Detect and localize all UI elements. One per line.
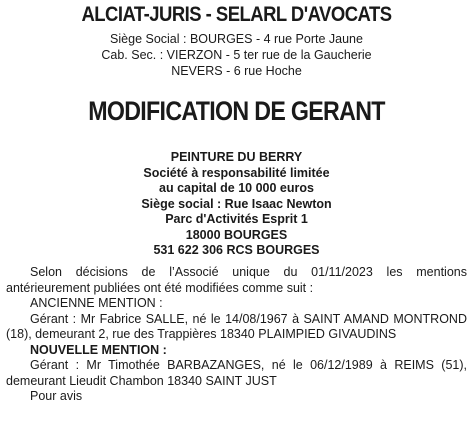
company-details	[0, 150, 473, 259]
company-name: PEINTURE DU BERRY	[170, 150, 303, 164]
company-capital: au capital de 10 000 euros	[159, 181, 314, 195]
closing-text: Pour avis	[30, 389, 83, 403]
company-rcs: 531 622 306 RCS BOURGES	[153, 243, 320, 257]
old-mention-label: ANCIENNE MENTION :	[30, 296, 163, 310]
notice-headline: MODIFICATION DE GERANT	[88, 96, 385, 126]
company-park: Parc d'Activités Esprit 1	[165, 212, 308, 226]
new-mention-text: Gérant : Mr Timothée BARBAZANGES, né le 06/12/1989 à REIMS (51), demeurant Lieudit Chambon 18340 SAINT JUST	[6, 358, 467, 388]
firm-address-line-1: Siège Social : BOURGES - 4 rue Porte Jaune	[110, 32, 363, 46]
new-mention-label: NOUVELLE MENTION :	[30, 342, 167, 357]
intro-paragraph: Selon décisions de l’Associé unique du 01/11/2023 les mentions antérieurement publiées ont été modifiées comme suit :	[6, 265, 467, 295]
firm-name: ALCIAT-JURIS - SELARL D'AVOCATS	[81, 3, 392, 26]
company-postcode-city: 18000 BOURGES	[185, 227, 288, 242]
firm-address-line-3: NEVERS - 6 rue Hoche	[171, 64, 302, 78]
firm-address-line-2: Cab. Sec. : VIERZON - 5 ter rue de la Gaucherie	[101, 48, 372, 62]
company-legal-form: Société à responsabilité limitée	[143, 165, 330, 180]
notice-body	[6, 265, 467, 405]
old-mention-text: Gérant : Mr Fabrice SALLE, né le 14/08/1967 à SAINT AMAND MONTROND (18), demeurant 2, rue des Trappières 18340 PLAIMPIED GIVAUDINS	[6, 311, 467, 341]
company-registered-office: Siège social : Rue Isaac Newton	[141, 196, 332, 211]
firm-address	[0, 31, 473, 79]
